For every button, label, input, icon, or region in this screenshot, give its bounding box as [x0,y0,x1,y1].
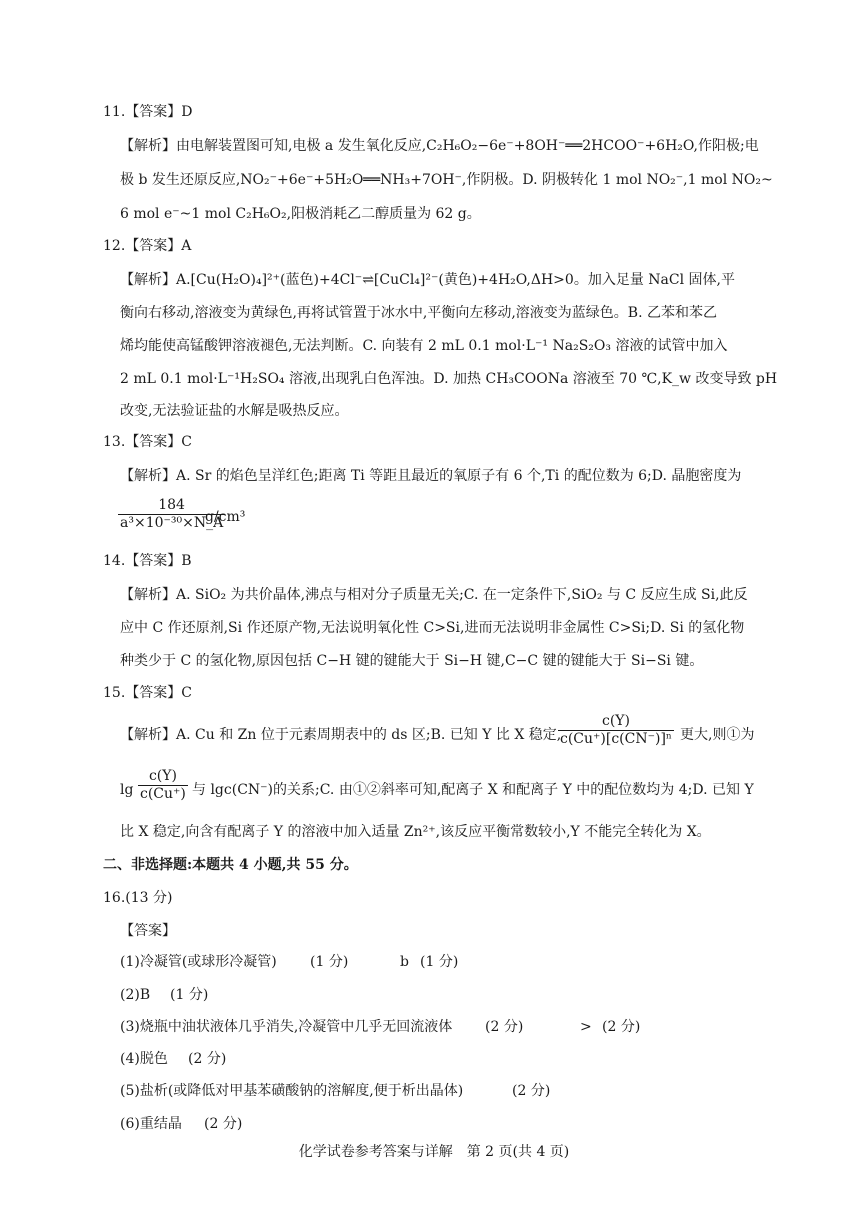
page-footer: 化学试卷参考答案与详解 第 2 页(共 4 页) [298,1144,570,1160]
q16-answer-2-score: (1 分) [170,987,209,1003]
fraction-numerator: c(Y) [601,713,630,729]
q16-answer-5-score: (2 分) [512,1083,551,1099]
q15-explanation-line2-end: 与 lgc(CN⁻)的关系;C. 由①②斜率可知,配离子 X 和配离子 Y 中的配位数均为 4;D. 已知 Y [192,782,754,798]
q12-explanation-line3: 烯均能使高锰酸钾溶液褪色,无法判断。C. 向装有 2 mL 0.1 mol·L⁻¹ Na₂S₂O₃ 溶液的试管中加入 [120,338,728,354]
fraction-denominator: c(Cu⁺)[c(CN⁻)]ⁿ [560,731,672,747]
q12-explanation-line1: 【解析】A.[Cu(H₂O)₄]²⁺(蓝色)+4Cl⁻⇌[CuCl₄]²⁻(黄色)+4H₂O,ΔH>0。加入足量 NaCl 固体,平 [120,272,735,288]
q15-explanation-line3: 比 X 稳定,向含有配离子 Y 的溶液中加入适量 Zn²⁺,该反应平衡常数较小,Y 不能完全转化为 X。 [120,824,711,840]
q13-explanation-line1: 【解析】A. Sr 的焰色呈洋红色;距离 Ti 等距且最近的氧原子有 6 个,Ti 的配位数为 6;D. 晶胞密度为 [120,468,742,484]
q11-answer: 11.【答案】D [103,104,193,120]
q16-answer-6: (6)重结晶 [120,1116,182,1132]
q12-explanation-line5: 改变,无法验证盐的水解是吸热反应。 [120,403,349,419]
fraction-numerator: c(Y) [148,768,177,784]
q16-answer-1-score: (1 分) [310,954,349,970]
section-heading: 二、非选择题:本题共 4 小题,共 55 分。 [103,857,358,873]
q15-lg-fraction [138,768,188,803]
fraction-denominator: a³×10⁻³⁰×N_A [120,515,224,531]
q15-explanation-line1-start: 【解析】A. Cu 和 Zn 位于元素周期表中的 ds 区;B. 已知 Y 比 X 稳定, [120,727,562,743]
q14-explanation-line1: 【解析】A. SiO₂ 为共价晶体,沸点与相对分子质量无关;C. 在一定条件下,SiO₂ 与 C 反应生成 Si,此反 [120,587,748,603]
q16-answer-3-b: > [580,1019,592,1035]
q16-answer-1: (1)冷凝管(或球形冷凝管) [120,954,277,970]
q12-explanation-line4: 2 mL 0.1 mol·L⁻¹H₂SO₄ 溶液,出现乳白色浑浊。D. 加热 CH₃COONa 溶液至 70 ℃,K_w 改变导致 pH [120,371,778,387]
q15-ratio-fraction [558,713,674,748]
q14-answer: 14.【答案】B [103,553,192,569]
q12-answer: 12.【答案】A [103,238,192,254]
q16-answer-2: (2)B [120,987,151,1003]
q16-answer-3-b-score: (2 分) [602,1019,641,1035]
q16-answer-label: 【答案】 [120,923,176,939]
q15-lg-prefix: lg [120,782,134,798]
fraction-numerator: 184 [158,497,185,513]
fraction-denominator: c(Cu⁺) [140,786,186,802]
q16-answer-4-score: (2 分) [188,1051,227,1067]
q16-answer-1-b: b [400,954,409,970]
q14-explanation-line3: 种类少于 C 的氢化物,原因包括 C−H 键的键能大于 Si−H 键,C−C 键的键能大于 Si−Si 键。 [120,653,704,669]
q16-answer-6-score: (2 分) [204,1116,243,1132]
q16-answer-1-b-score: (1 分) [420,954,459,970]
q15-answer: 15.【答案】C [103,685,192,701]
q11-explanation-line3: 6 mol e⁻~1 mol C₂H₆O₂,阳极消耗乙二醇质量为 62 g。 [120,206,481,222]
q12-explanation-line2: 衡向右移动,溶液变为黄绿色,再将试管置于冰水中,平衡向左移动,溶液变为蓝绿色。B. 乙苯和苯乙 [120,305,717,321]
q11-explanation-line1: 【解析】由电解装置图可知,电极 a 发生氧化反应,C₂H₆O₂−6e⁻+8OH⁻══2HCOO⁻+6H₂O,作阳极;电 [120,138,759,154]
q16-answer-3: (3)烧瓶中油状液体几乎消失,冷凝管中几乎无回流液体 [120,1019,453,1035]
q15-explanation-line1-end: 更大,则①为 [680,727,755,743]
q14-explanation-line2: 应中 C 作还原剂,Si 作还原产物,无法说明氧化性 C>Si,进而无法说明非金属性 C>Si;D. Si 的氢化物 [120,620,745,636]
q13-density-unit: g/cm³ [205,509,246,525]
q13-answer: 13.【答案】C [103,434,192,450]
q11-explanation-line2: 极 b 发生还原反应,NO₂⁻+6e⁻+5H₂O══NH₃+7OH⁻,作阴极。D. 阴极转化 1 mol NO₂⁻,1 mol NO₂~ [120,172,773,188]
q16-answer-3-score: (2 分) [485,1019,524,1035]
q16-title: 16.(13 分) [103,890,173,906]
q16-answer-5: (5)盐析(或降低对甲基苯磺酸钠的溶解度,便于析出晶体) [120,1083,464,1099]
q16-answer-4: (4)脱色 [120,1051,168,1067]
